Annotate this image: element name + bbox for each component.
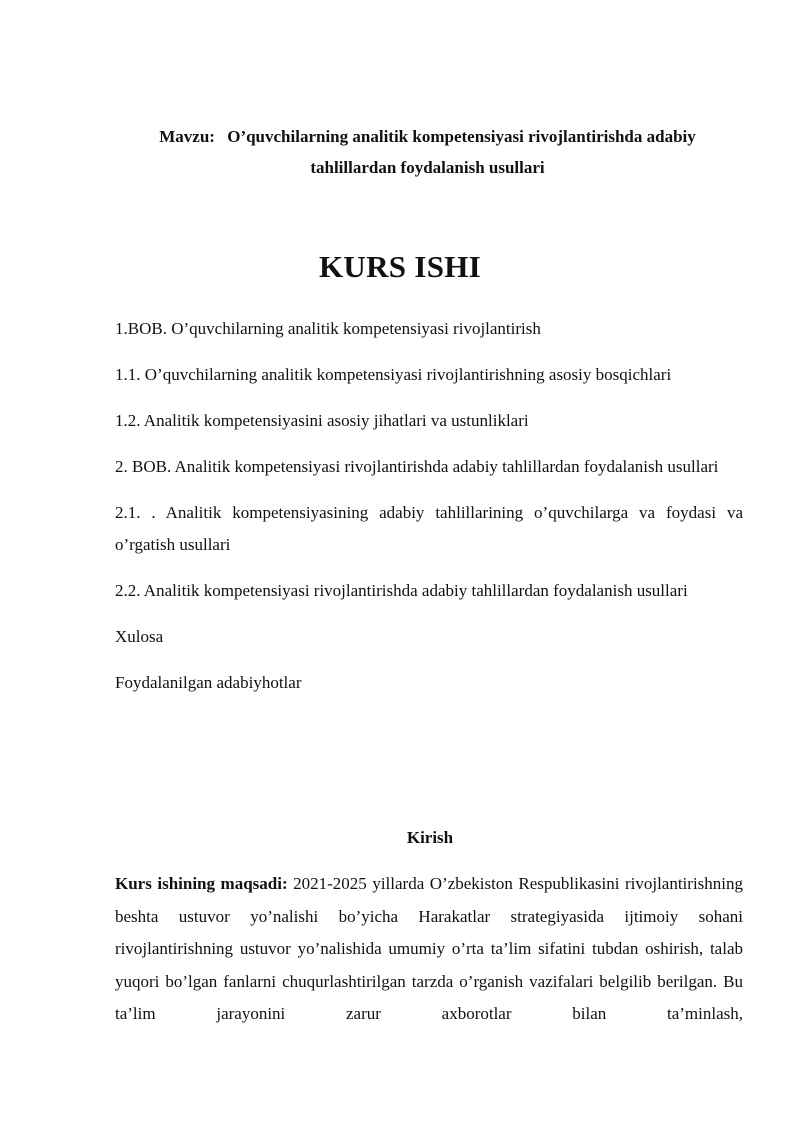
toc-item: 2.1. . Analitik kompetensiyasining adabiy tahlillarining o’quvchilarga va foydasi va o’rgatish usullari bbox=[115, 503, 743, 554]
topic-label: Mavzu: bbox=[159, 127, 215, 146]
toc-item: 1.1. O’quvchilarning analitik kompetensiyasi rivojlantirishning asosiy bosqichlari bbox=[115, 365, 672, 384]
intro-body: 2021-2025 yillarda O’zbekiston Respublikasini rivojlantirishning beshta ustuvor yo’nalishi bo’yicha Harakatlar strategiyasida ijtimoiy sohani rivojlantirishning ustuvor yo’nalishida umumiy o’rta ta’lim sifatini tubdan oshirish, talab yuqori bo’lgan fanlarni chuqurlashtirilgan tarzda o’rganish vazifalari belgilib berilgan. Bu ta’lim jarayonini zarur axborotlar bilan ta’minlash, bbox=[115, 874, 744, 1024]
intro-heading: Kirish bbox=[406, 828, 454, 847]
toc-item: 1.2. Analitik kompetensiyasini asosiy jihatlari va ustunliklari bbox=[115, 411, 529, 430]
intro-lead: Kurs ishining maqsadi: bbox=[115, 874, 288, 893]
topic-text: O’quvchilarning analitik kompetensiyasi rivojlantirishda adabiy tahlillardan foydalanish usullari bbox=[227, 127, 696, 177]
toc-item: 2. BOB. Analitik kompetensiyasi rivojlantirishda adabiy tahlillardan foydalanish usullari bbox=[115, 457, 719, 476]
toc-item: 2.2. Analitik kompetensiyasi rivojlantirishda adabiy tahlillardan foydalanish usullari bbox=[115, 581, 688, 600]
toc-item: 1.BOB. O’quvchilarning analitik kompetensiyasi rivojlantirish bbox=[115, 319, 541, 338]
document-title: KURS ISHI bbox=[318, 249, 482, 284]
toc-item: Xulosa bbox=[115, 627, 164, 646]
topic-heading bbox=[115, 121, 740, 183]
table-of-contents bbox=[115, 313, 743, 713]
intro-paragraph bbox=[115, 868, 743, 1031]
toc-item: Foydalanilgan adabiyhotlar bbox=[115, 673, 302, 692]
